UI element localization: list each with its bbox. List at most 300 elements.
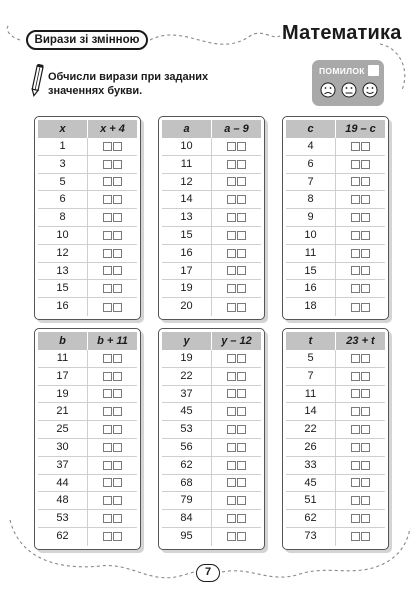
answer-field[interactable] <box>212 156 261 173</box>
table-row <box>162 263 261 281</box>
answer-digit-box[interactable] <box>227 478 236 487</box>
table-row <box>162 245 261 263</box>
answer-digit-box[interactable] <box>113 177 122 186</box>
answer-digit-box[interactable] <box>227 425 236 434</box>
answer-digit-box[interactable] <box>361 532 370 541</box>
answer-digit-box[interactable] <box>351 461 360 470</box>
answer-digit-box[interactable] <box>227 249 236 258</box>
answer-field[interactable] <box>336 245 385 262</box>
answer-digit-box[interactable] <box>227 372 236 381</box>
variable-value: 17 <box>162 263 212 280</box>
table-card-y <box>158 328 265 550</box>
answer-digit-box[interactable] <box>103 284 112 293</box>
table-row <box>38 209 137 227</box>
answer-digit-box[interactable] <box>361 231 370 240</box>
answer-digit-box[interactable] <box>361 142 370 151</box>
table-card-c <box>282 116 389 320</box>
answer-field[interactable] <box>88 138 137 155</box>
answer-digit-box[interactable] <box>351 249 360 258</box>
table-row <box>286 457 385 475</box>
answer-digit-box[interactable] <box>103 177 112 186</box>
subject-title: Математика <box>282 22 402 44</box>
table-row <box>286 386 385 404</box>
answer-field[interactable] <box>88 350 137 367</box>
variable-header: b <box>59 335 66 347</box>
answer-digit-box[interactable] <box>237 142 246 151</box>
answer-digit-box[interactable] <box>113 284 122 293</box>
answer-digit-box[interactable] <box>351 160 360 169</box>
answer-digit-box[interactable] <box>351 372 360 381</box>
errors-counter <box>312 60 384 106</box>
answer-field[interactable] <box>336 209 385 226</box>
variable-value: 6 <box>38 191 88 208</box>
answer-digit-box[interactable] <box>103 160 112 169</box>
table-row <box>286 368 385 386</box>
answer-digit-box[interactable] <box>361 303 370 312</box>
answer-field[interactable] <box>212 386 261 403</box>
table-row <box>162 350 261 368</box>
table-row <box>38 368 137 386</box>
answer-field[interactable] <box>336 510 385 527</box>
table-row <box>286 475 385 493</box>
table-row <box>162 138 261 156</box>
answer-digit-box[interactable] <box>113 514 122 523</box>
variable-value: 19 <box>162 350 212 367</box>
answer-digit-box[interactable] <box>103 142 112 151</box>
answer-digit-box[interactable] <box>237 496 246 505</box>
answer-digit-box[interactable] <box>237 514 246 523</box>
answer-field[interactable] <box>212 138 261 155</box>
answer-field[interactable] <box>88 263 137 280</box>
answer-field[interactable] <box>212 368 261 385</box>
mood-faces-icon <box>319 82 379 98</box>
answer-digit-box[interactable] <box>237 372 246 381</box>
answer-field[interactable] <box>336 156 385 173</box>
answer-digit-box[interactable] <box>351 266 360 275</box>
answer-digit-box[interactable] <box>113 195 122 204</box>
answer-field[interactable] <box>336 528 385 546</box>
table-header <box>286 120 385 138</box>
answer-digit-box[interactable] <box>103 354 112 363</box>
answer-digit-box[interactable] <box>237 407 246 416</box>
answer-digit-box[interactable] <box>361 372 370 381</box>
answer-field[interactable] <box>88 209 137 226</box>
table-header <box>38 332 137 350</box>
answer-digit-box[interactable] <box>113 231 122 240</box>
answer-digit-box[interactable] <box>103 213 112 222</box>
answer-digit-box[interactable] <box>103 195 112 204</box>
table-row <box>162 191 261 209</box>
answer-field[interactable] <box>212 350 261 367</box>
answer-field[interactable] <box>88 174 137 191</box>
answer-field[interactable] <box>88 386 137 403</box>
pencil-icon <box>30 64 44 98</box>
table-row <box>286 298 385 316</box>
variable-value: 15 <box>286 263 336 280</box>
answer-digit-box[interactable] <box>351 407 360 416</box>
answer-field[interactable] <box>336 457 385 474</box>
table-row <box>38 298 137 316</box>
answer-digit-box[interactable] <box>103 266 112 275</box>
table-row <box>162 421 261 439</box>
table-row <box>38 457 137 475</box>
answer-digit-box[interactable] <box>227 284 236 293</box>
table-row <box>38 475 137 493</box>
variable-value: 5 <box>286 350 336 367</box>
answer-field[interactable] <box>88 403 137 420</box>
table-row <box>38 403 137 421</box>
answer-field[interactable] <box>88 475 137 492</box>
answer-field[interactable] <box>336 421 385 438</box>
answer-digit-box[interactable] <box>237 303 246 312</box>
table-row <box>162 475 261 493</box>
table-row <box>162 457 261 475</box>
variable-value: 62 <box>38 528 88 546</box>
answer-digit-box[interactable] <box>103 443 112 452</box>
variable-value: 15 <box>38 280 88 297</box>
variable-value: 8 <box>286 191 336 208</box>
table-row <box>162 492 261 510</box>
answer-field[interactable] <box>88 368 137 385</box>
variable-value: 6 <box>286 156 336 173</box>
answer-digit-box[interactable] <box>237 177 246 186</box>
answer-field[interactable] <box>336 475 385 492</box>
variable-value: 10 <box>286 227 336 244</box>
answer-digit-box[interactable] <box>351 496 360 505</box>
answer-digit-box[interactable] <box>227 303 236 312</box>
answer-digit-box[interactable] <box>227 461 236 470</box>
answer-digit-box[interactable] <box>103 249 112 258</box>
table-row <box>38 191 137 209</box>
answer-digit-box[interactable] <box>227 177 236 186</box>
answer-digit-box[interactable] <box>227 354 236 363</box>
answer-digit-box[interactable] <box>113 425 122 434</box>
variable-value: 5 <box>38 174 88 191</box>
task-instruction: Обчисли вирази при заданих значеннях букви. <box>48 71 209 97</box>
table-row <box>286 350 385 368</box>
answer-digit-box[interactable] <box>237 249 246 258</box>
answer-digit-box[interactable] <box>351 231 360 240</box>
answer-digit-box[interactable] <box>227 532 236 541</box>
answer-digit-box[interactable] <box>103 372 112 381</box>
answer-field[interactable] <box>88 457 137 474</box>
answer-digit-box[interactable] <box>351 284 360 293</box>
table-row <box>286 245 385 263</box>
answer-digit-box[interactable] <box>361 443 370 452</box>
answer-field[interactable] <box>212 421 261 438</box>
variable-value: 33 <box>286 457 336 474</box>
answer-field[interactable] <box>212 191 261 208</box>
answer-field[interactable] <box>336 263 385 280</box>
answer-digit-box[interactable] <box>227 514 236 523</box>
answer-digit-box[interactable] <box>113 443 122 452</box>
table-row <box>162 156 261 174</box>
answer-field[interactable] <box>336 439 385 456</box>
answer-digit-box[interactable] <box>113 266 122 275</box>
table-row <box>38 156 137 174</box>
answer-digit-box[interactable] <box>237 443 246 452</box>
table-row <box>162 174 261 192</box>
answer-field[interactable] <box>212 492 261 509</box>
answer-digit-box[interactable] <box>227 389 236 398</box>
variable-value: 26 <box>286 439 336 456</box>
answer-digit-box[interactable] <box>237 461 246 470</box>
variable-header: c <box>307 123 314 135</box>
answer-digit-box[interactable] <box>113 160 122 169</box>
variable-value: 45 <box>286 475 336 492</box>
variable-value: 22 <box>286 421 336 438</box>
answer-digit-box[interactable] <box>237 195 246 204</box>
answer-digit-box[interactable] <box>361 496 370 505</box>
answer-digit-box[interactable] <box>237 231 246 240</box>
variable-value: 53 <box>162 421 212 438</box>
answer-digit-box[interactable] <box>237 389 246 398</box>
answer-digit-box[interactable] <box>351 425 360 434</box>
answer-field[interactable] <box>88 421 137 438</box>
table-card-a <box>158 116 265 320</box>
answer-field[interactable] <box>336 227 385 244</box>
answer-digit-box[interactable] <box>237 478 246 487</box>
table-row <box>286 510 385 528</box>
answer-digit-box[interactable] <box>361 284 370 293</box>
table-row <box>286 439 385 457</box>
answer-digit-box[interactable] <box>237 532 246 541</box>
answer-field[interactable] <box>212 298 261 316</box>
answer-digit-box[interactable] <box>103 496 112 505</box>
answer-digit-box[interactable] <box>361 425 370 434</box>
variable-value: 20 <box>162 298 212 316</box>
variable-value: 11 <box>38 350 88 367</box>
answer-digit-box[interactable] <box>227 266 236 275</box>
answer-digit-box[interactable] <box>237 213 246 222</box>
answer-digit-box[interactable] <box>361 461 370 470</box>
variable-header: t <box>308 335 313 347</box>
table-row <box>38 174 137 192</box>
answer-digit-box[interactable] <box>103 303 112 312</box>
answer-digit-box[interactable] <box>237 160 246 169</box>
answer-field[interactable] <box>88 510 137 527</box>
answer-digit-box[interactable] <box>361 249 370 258</box>
answer-field[interactable] <box>336 403 385 420</box>
answer-field[interactable] <box>336 350 385 367</box>
answer-digit-box[interactable] <box>351 195 360 204</box>
answer-field[interactable] <box>212 475 261 492</box>
answer-digit-box[interactable] <box>237 266 246 275</box>
answer-digit-box[interactable] <box>361 195 370 204</box>
variable-value: 13 <box>162 209 212 226</box>
answer-field[interactable] <box>212 457 261 474</box>
answer-field[interactable] <box>88 156 137 173</box>
variable-value: 14 <box>286 403 336 420</box>
answer-digit-box[interactable] <box>351 303 360 312</box>
answer-digit-box[interactable] <box>361 407 370 416</box>
variable-value: 48 <box>38 492 88 509</box>
answer-digit-box[interactable] <box>113 461 122 470</box>
answer-digit-box[interactable] <box>351 354 360 363</box>
answer-field[interactable] <box>88 298 137 316</box>
answer-digit-box[interactable] <box>103 425 112 434</box>
table-row <box>38 492 137 510</box>
answer-digit-box[interactable] <box>351 532 360 541</box>
answer-digit-box[interactable] <box>113 372 122 381</box>
variable-header: a <box>183 123 190 135</box>
table-row <box>162 439 261 457</box>
answer-field[interactable] <box>88 245 137 262</box>
table-row <box>162 227 261 245</box>
answer-digit-box[interactable] <box>113 478 122 487</box>
answer-digit-box[interactable] <box>113 496 122 505</box>
table-row <box>38 528 137 546</box>
answer-digit-box[interactable] <box>103 514 112 523</box>
answer-digit-box[interactable] <box>351 443 360 452</box>
answer-digit-box[interactable] <box>361 177 370 186</box>
answer-digit-box[interactable] <box>227 231 236 240</box>
answer-field[interactable] <box>336 492 385 509</box>
answer-digit-box[interactable] <box>113 389 122 398</box>
variable-value: 12 <box>38 245 88 262</box>
answer-digit-box[interactable] <box>361 354 370 363</box>
answer-field[interactable] <box>212 174 261 191</box>
answer-digit-box[interactable] <box>361 478 370 487</box>
table-row <box>38 280 137 298</box>
variable-header: y <box>183 335 190 347</box>
table-row <box>286 421 385 439</box>
answer-digit-box[interactable] <box>361 514 370 523</box>
answer-field[interactable] <box>212 510 261 527</box>
answer-digit-box[interactable] <box>103 231 112 240</box>
variable-value: 68 <box>162 475 212 492</box>
answer-field[interactable] <box>88 227 137 244</box>
answer-field[interactable] <box>336 280 385 297</box>
variable-value: 44 <box>38 475 88 492</box>
table-row <box>286 227 385 245</box>
answer-digit-box[interactable] <box>351 213 360 222</box>
variable-value: 17 <box>38 368 88 385</box>
answer-digit-box[interactable] <box>361 389 370 398</box>
answer-field[interactable] <box>212 209 261 226</box>
variable-value: 79 <box>162 492 212 509</box>
answer-field[interactable] <box>336 138 385 155</box>
table-card-x <box>34 116 141 320</box>
variable-value: 16 <box>38 298 88 316</box>
answer-digit-box[interactable] <box>103 407 112 416</box>
variable-value: 95 <box>162 528 212 546</box>
answer-digit-box[interactable] <box>227 496 236 505</box>
variable-value: 1 <box>38 138 88 155</box>
answer-digit-box[interactable] <box>361 160 370 169</box>
expression-header: y – 12 <box>211 332 261 350</box>
answer-digit-box[interactable] <box>113 354 122 363</box>
answer-digit-box[interactable] <box>113 303 122 312</box>
answer-field[interactable] <box>336 368 385 385</box>
answer-digit-box[interactable] <box>351 142 360 151</box>
variable-value: 62 <box>162 457 212 474</box>
answer-digit-box[interactable] <box>113 532 122 541</box>
answer-field[interactable] <box>88 492 137 509</box>
table-row <box>286 138 385 156</box>
answer-digit-box[interactable] <box>351 478 360 487</box>
answer-digit-box[interactable] <box>227 142 236 151</box>
variable-value: 13 <box>38 263 88 280</box>
expression-header: b + 11 <box>87 332 137 350</box>
answer-field[interactable] <box>212 403 261 420</box>
answer-digit-box[interactable] <box>103 478 112 487</box>
answer-digit-box[interactable] <box>227 160 236 169</box>
variable-value: 7 <box>286 368 336 385</box>
answer-field[interactable] <box>212 245 261 262</box>
answer-digit-box[interactable] <box>237 354 246 363</box>
answer-field[interactable] <box>88 280 137 297</box>
answer-field[interactable] <box>212 528 261 546</box>
variable-value: 10 <box>162 138 212 155</box>
answer-field[interactable] <box>336 191 385 208</box>
answer-digit-box[interactable] <box>227 213 236 222</box>
table-row <box>162 510 261 528</box>
table-header <box>162 332 261 350</box>
table-row <box>286 403 385 421</box>
answer-digit-box[interactable] <box>227 443 236 452</box>
table-header <box>286 332 385 350</box>
answer-digit-box[interactable] <box>103 461 112 470</box>
answer-field[interactable] <box>212 263 261 280</box>
errors-label: ПОМИЛОК <box>319 66 365 76</box>
variable-value: 8 <box>38 209 88 226</box>
answer-digit-box[interactable] <box>113 407 122 416</box>
table-row <box>38 510 137 528</box>
answer-digit-box[interactable] <box>351 389 360 398</box>
answer-field[interactable] <box>88 439 137 456</box>
answer-field[interactable] <box>212 439 261 456</box>
answer-digit-box[interactable] <box>351 514 360 523</box>
variable-value: 19 <box>38 386 88 403</box>
answer-digit-box[interactable] <box>103 532 112 541</box>
answer-digit-box[interactable] <box>113 249 122 258</box>
answer-field[interactable] <box>336 386 385 403</box>
answer-field[interactable] <box>212 280 261 297</box>
answer-digit-box[interactable] <box>361 266 370 275</box>
variable-value: 84 <box>162 510 212 527</box>
answer-digit-box[interactable] <box>227 407 236 416</box>
variable-header: x <box>59 123 66 135</box>
answer-field[interactable] <box>336 298 385 316</box>
topic-label: Вирази зі змінною <box>26 30 148 50</box>
answer-digit-box[interactable] <box>237 425 246 434</box>
answer-digit-box[interactable] <box>351 177 360 186</box>
answer-digit-box[interactable] <box>103 389 112 398</box>
variable-value: 3 <box>38 156 88 173</box>
variable-value: 62 <box>286 510 336 527</box>
table-card-t <box>282 328 389 550</box>
variable-value: 53 <box>38 510 88 527</box>
answer-digit-box[interactable] <box>237 284 246 293</box>
answer-digit-box[interactable] <box>361 213 370 222</box>
table-row <box>162 368 261 386</box>
table-row <box>286 209 385 227</box>
answer-field[interactable] <box>336 174 385 191</box>
answer-digit-box[interactable] <box>113 213 122 222</box>
table-header <box>162 120 261 138</box>
errors-count-field[interactable] <box>368 65 379 76</box>
answer-field[interactable] <box>212 227 261 244</box>
variable-value: 22 <box>162 368 212 385</box>
answer-digit-box[interactable] <box>227 195 236 204</box>
expression-header: 23 + t <box>335 332 385 350</box>
answer-field[interactable] <box>88 528 137 546</box>
answer-digit-box[interactable] <box>113 142 122 151</box>
answer-field[interactable] <box>88 191 137 208</box>
table-row <box>38 439 137 457</box>
table-row <box>286 492 385 510</box>
